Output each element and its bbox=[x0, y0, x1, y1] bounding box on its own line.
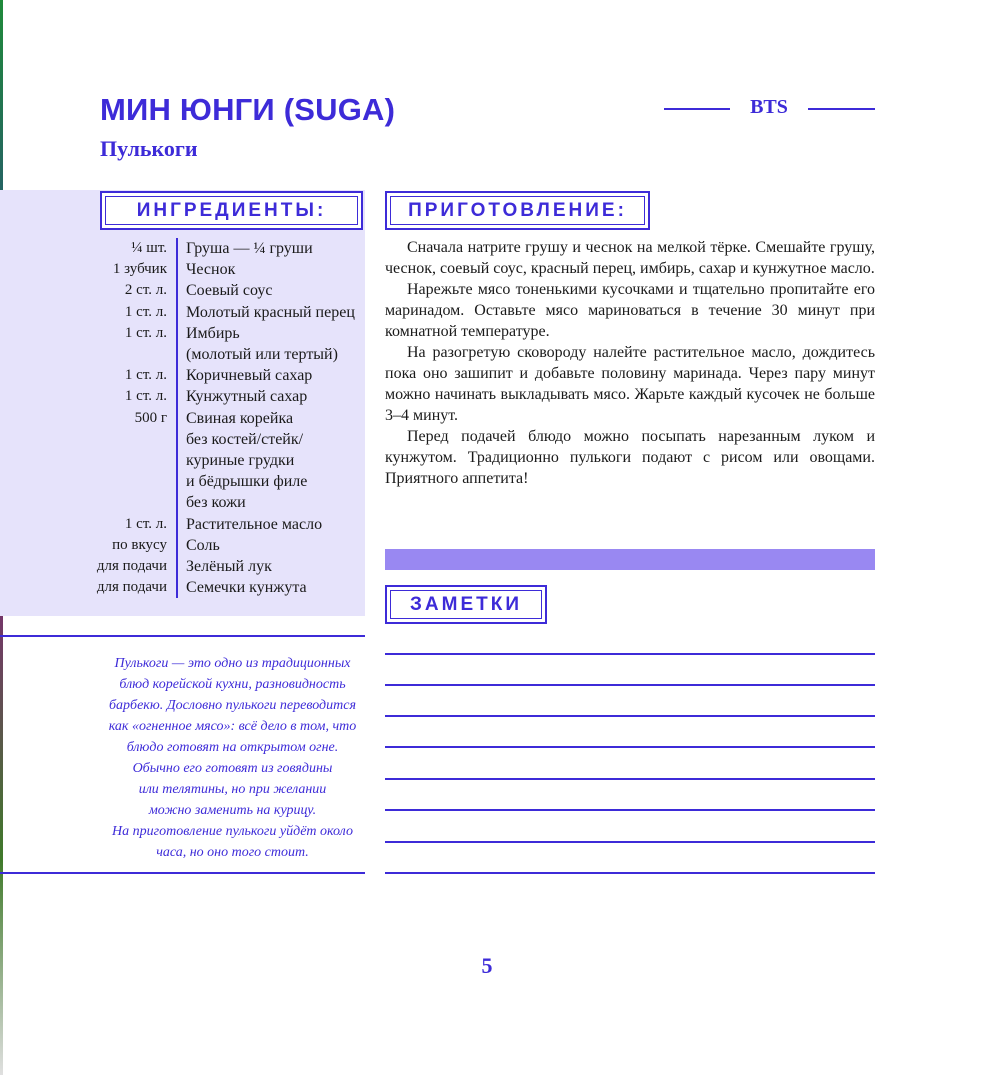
preparation-heading bbox=[385, 191, 650, 230]
ingredients-list bbox=[0, 238, 365, 598]
ingredient-quantity: 1 ст. л. bbox=[124, 388, 167, 405]
ingredient-quantity: для подачи bbox=[96, 579, 167, 596]
ingredient-name: Груша — ¼ груши bbox=[176, 238, 365, 259]
note-line: блюдо готовят на открытом огне. bbox=[126, 740, 339, 755]
ingredient-row bbox=[0, 408, 365, 514]
ingredient-name: Растительное масло bbox=[176, 514, 365, 535]
ingredient-name: Чеснок bbox=[176, 259, 365, 280]
ingredient-quantity: 2 ст. л. bbox=[124, 282, 167, 299]
ingredient-quantity: 1 ст. л. bbox=[124, 324, 167, 341]
notes-writing-line bbox=[385, 653, 875, 655]
recipe-title: МИН ЮНГИ (SUGA) bbox=[100, 92, 396, 127]
preparation-text bbox=[385, 237, 875, 489]
notes-writing-line bbox=[385, 684, 875, 686]
note-line: Обычно его готовят из говядины bbox=[132, 761, 333, 776]
ingredient-row bbox=[0, 386, 365, 407]
ingredient-quantity: 1 ст. л. bbox=[124, 515, 167, 532]
note-line: барбекю. Дословно пулькоги переводится bbox=[109, 698, 356, 713]
ingredients-heading-label: ИНГРЕДИЕНТЫ: bbox=[136, 199, 327, 221]
preparation-step: На разогретую сковороду налейте растительное масло, дождитесь пока оно зашипит и добавьте половину маринада. Через пару минут можно начинать выкладывать мясо. Жарьте каждый кусочек не больше 3–4 минут. bbox=[385, 344, 875, 424]
notes-heading-label: ЗАМЕТКИ bbox=[410, 593, 522, 615]
ingredient-name: Молотый красный перец bbox=[176, 302, 365, 323]
preparation-step: Сначала натрите грушу и чеснок на мелкой тёрке. Смешайте грушу, чеснок, соевый соус, красный перец, имбирь, сахар и кунжутное масло. bbox=[385, 239, 875, 277]
ingredient-quantity: по вкусу bbox=[112, 536, 167, 553]
recipe-subtitle: Пулькоги bbox=[100, 136, 198, 161]
note-line: блюд корейской кухни, разновидность bbox=[119, 677, 346, 692]
ingredient-name: Имбирь (молотый или тертый) bbox=[176, 323, 365, 365]
ingredient-row bbox=[0, 365, 365, 386]
ingredient-row bbox=[0, 259, 365, 280]
notes-divider-bar bbox=[385, 549, 875, 570]
ingredient-quantity: ¼ шт. bbox=[131, 240, 167, 256]
ingredient-row bbox=[0, 556, 365, 577]
ingredient-quantity: 1 ст. л. bbox=[124, 367, 167, 384]
notes-writing-line bbox=[385, 778, 875, 780]
notes-writing-line bbox=[385, 809, 875, 811]
ingredient-row bbox=[0, 514, 365, 535]
notes-writing-line bbox=[385, 715, 875, 717]
notes-writing-line bbox=[385, 872, 875, 874]
note-line: или телятины, но при желании bbox=[138, 782, 327, 797]
note-top-rule bbox=[0, 635, 365, 637]
notes-writing-line bbox=[385, 746, 875, 748]
note-line: Пулькоги — это одно из традиционных bbox=[114, 656, 351, 671]
ingredient-quantity: 500 г bbox=[134, 409, 167, 426]
page-number: 5 bbox=[481, 953, 493, 978]
ingredient-quantity: 1 зубчик bbox=[112, 261, 167, 278]
ingredient-row bbox=[0, 238, 365, 259]
notes-writing-line bbox=[385, 841, 875, 843]
preparation-step: Перед подачей блюдо можно посыпать нарезанным луком и кунжутом. Традиционно пулькоги подают с рисом или овощами. Приятного аппетита! bbox=[385, 428, 875, 487]
ingredients-heading bbox=[100, 191, 363, 230]
preparation-step: Нарежьте мясо тоненькими кусочками и тщательно пропитайте его маринадом. Оставьте мясо мариноваться в течение 30 минут при комнатной температуре. bbox=[385, 281, 875, 340]
note-line: можно заменить на курицу. bbox=[148, 803, 317, 818]
note-bottom-rule bbox=[0, 872, 365, 874]
band-rule-left bbox=[664, 108, 730, 110]
ingredient-row bbox=[0, 280, 365, 301]
ingredient-name: Коричневый сахар bbox=[176, 365, 365, 386]
ingredient-quantity: для подачи bbox=[96, 558, 167, 575]
ingredient-name: Зелёный лук bbox=[176, 556, 365, 577]
ingredient-name: Семечки кунжута bbox=[176, 577, 365, 598]
ingredient-quantity: 1 ст. л. bbox=[124, 303, 167, 320]
band-rule-right bbox=[808, 108, 875, 110]
ingredient-name: Соевый соус bbox=[176, 280, 365, 301]
band-label: BTS bbox=[750, 96, 788, 118]
note-line: часа, но оно того стоит. bbox=[156, 845, 309, 860]
ingredient-row bbox=[0, 577, 365, 598]
recipe-note bbox=[95, 653, 370, 863]
ingredient-row bbox=[0, 535, 365, 556]
ingredient-name: Кунжутный сахар bbox=[176, 386, 365, 407]
note-line: как «огненное мясо»: всё дело в том, что bbox=[108, 719, 357, 734]
preparation-heading-label: ПРИГОТОВЛЕНИЕ: bbox=[408, 199, 627, 221]
ingredient-name: Свиная корейка без костей/стейк/ куриные грудки и бёдрышки филе без кожи bbox=[176, 408, 365, 514]
note-line: На приготовление пулькоги уйдёт около bbox=[112, 824, 353, 839]
ingredient-name: Соль bbox=[176, 535, 365, 556]
ingredient-row bbox=[0, 323, 365, 365]
ingredient-row bbox=[0, 302, 365, 323]
notes-heading bbox=[385, 585, 547, 624]
